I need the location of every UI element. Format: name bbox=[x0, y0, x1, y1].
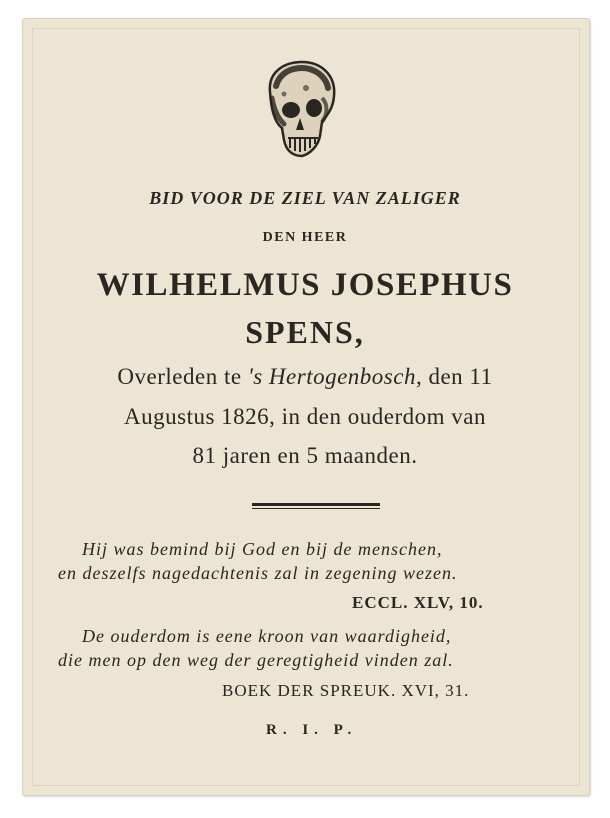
death-place: 's Hertogenbosch bbox=[247, 364, 416, 389]
verse-2-line-1: De ouderdom is eene kroon van waardigheid, bbox=[82, 626, 452, 646]
death-line-2: Augustus 1826, in den ouderdom van bbox=[124, 404, 486, 429]
verse-2-reference: BOEK DER SPREUK. XVI, 31. bbox=[222, 681, 470, 700]
title-heading: DEN HEER bbox=[262, 230, 348, 245]
death-line-1 bbox=[0, 364, 610, 390]
closing-rip: R. I. P. bbox=[266, 722, 358, 738]
death-line-1-prefix: Overleden te bbox=[117, 364, 248, 389]
skull-icon bbox=[262, 58, 338, 166]
verse-1-reference: ECCL. XLV, 10. bbox=[352, 593, 484, 612]
death-line-1-suffix: , den 11 bbox=[415, 364, 493, 389]
deceased-name-line2: SPENS, bbox=[245, 314, 365, 350]
prayer-heading: BID VOOR DE ZIEL VAN ZALIGER bbox=[149, 188, 461, 208]
death-line-3: 81 jaren en 5 maanden. bbox=[192, 443, 418, 468]
deceased-name-line1: WILHELMUS JOSEPHUS bbox=[96, 267, 514, 303]
verse-1-line-1: Hij was bemind bij God en bij de menschen, bbox=[82, 539, 443, 559]
divider-rule bbox=[252, 503, 380, 509]
verse-2-line-2: die men op den weg der geregtigheid vinden zal. bbox=[58, 650, 454, 670]
verse-1-line-2: en deszelfs nagedachtenis zal in zegening wezen. bbox=[58, 563, 458, 583]
